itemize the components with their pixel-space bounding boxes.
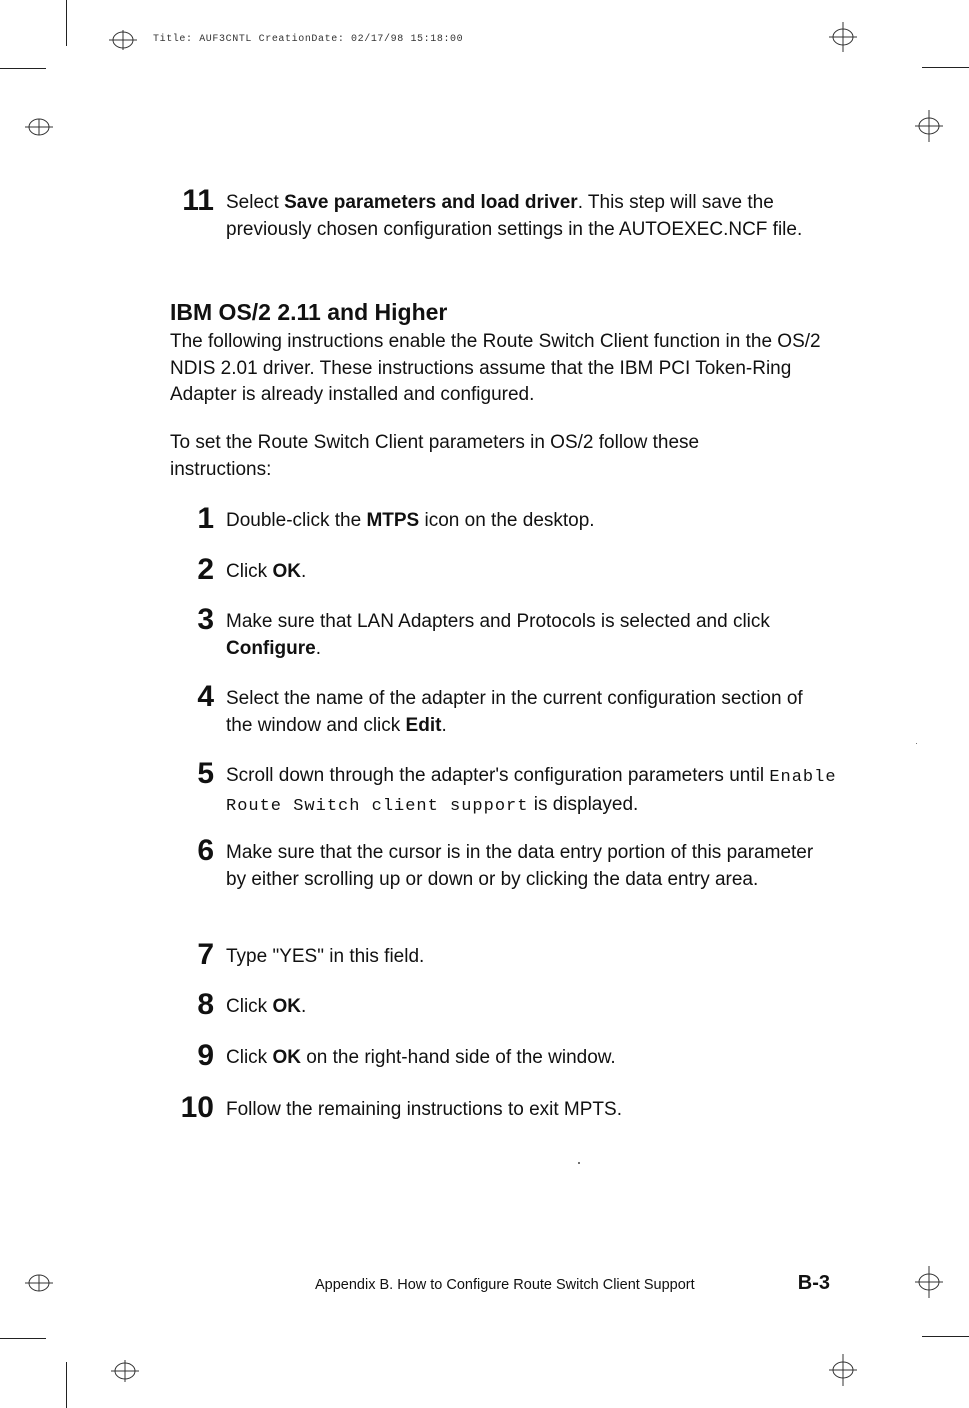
ui-button-label: Configure	[226, 637, 316, 659]
section-heading: IBM OS/2 2.11 and Higher	[170, 299, 448, 325]
registration-target-icon	[828, 1352, 858, 1388]
ui-button-label: OK	[272, 1047, 301, 1068]
ui-option-label: Save parameters and load driver	[284, 192, 578, 213]
step-number: 8	[197, 988, 214, 1021]
step-number: 2	[197, 553, 214, 586]
crop-mark-top-left	[0, 68, 46, 69]
step-text: Click OK on the right-hand side of the window.	[226, 1047, 616, 1068]
step-number: 4	[197, 680, 214, 713]
step-text: Make sure that the cursor is in the data entry portion of this parameter by either scrolling up or down or by clicking the data entry area.	[226, 842, 814, 890]
parameter-name: Enable Route Switch client support	[226, 768, 837, 816]
ui-icon-label: MTPS	[366, 510, 420, 531]
crop-mark-bottom-left	[0, 1338, 46, 1339]
step-number: 7	[197, 938, 214, 971]
registration-target-icon	[828, 20, 858, 54]
step-text: Make sure that LAN Adapters and Protocols is selected and click Configure.	[226, 611, 770, 659]
ui-button-label: OK	[272, 561, 301, 582]
registration-target-icon	[24, 1270, 54, 1296]
step-text: Select the name of the adapter in the current configuration section of the window and click Edit.	[226, 688, 803, 736]
registration-target-icon	[914, 108, 944, 144]
step-number: 3	[197, 603, 214, 636]
ui-button-label: Edit	[405, 714, 442, 736]
step-number: 6	[197, 834, 214, 867]
print-header-stamp: Title: AUF3CNTL CreationDate: 02/17/98 15:18:00	[153, 34, 464, 45]
instructions-paragraph: To set the Route Switch Client parameters in OS/2 follow these instructions:	[170, 432, 700, 480]
registration-target-icon	[108, 27, 138, 53]
step-text: Type "YES" in this field.	[226, 946, 425, 967]
crop-mark-top-right	[922, 67, 969, 68]
step-number: 1	[197, 502, 214, 535]
registration-target-icon	[914, 1264, 944, 1300]
step-text: Click OK.	[226, 561, 307, 582]
step-text: Double-click the MTPS icon on the desktop.	[226, 510, 595, 531]
step-text: Follow the remaining instructions to exit MPTS.	[226, 1099, 622, 1120]
crop-mark-left-bottom	[66, 1362, 67, 1408]
registration-target-icon	[110, 1356, 140, 1386]
page-number: B-3	[797, 1272, 830, 1294]
crop-mark-left-top	[66, 0, 67, 46]
registration-target-icon	[24, 114, 54, 140]
print-speck	[916, 743, 917, 744]
step-text: Click OK.	[226, 996, 307, 1017]
crop-mark-bottom-right	[922, 1336, 969, 1337]
step-number: 9	[197, 1039, 214, 1072]
step-text: Scroll down through the adapter's configuration parameters until Enable Route Switch client support is displayed.	[226, 765, 837, 816]
step-number: 5	[197, 757, 214, 790]
intro-paragraph: The following instructions enable the Route Switch Client function in the OS/2 NDIS 2.01 driver. These instructions assume that the IBM PCI Token-Ring Adapter is already installed and configured.	[170, 331, 821, 405]
step-number: 10	[180, 1091, 214, 1124]
footer-chapter-title: Appendix B. How to Configure Route Switch Client Support	[315, 1277, 695, 1293]
print-speck	[578, 1162, 580, 1164]
page-footer	[315, 1272, 830, 1298]
ui-button-label: OK	[272, 996, 301, 1017]
step-number: 11	[182, 184, 214, 217]
step-text: Select Save parameters and load driver. This step will save the previously chosen configuration settings in the AUTOEXEC.NCF file.	[226, 192, 803, 240]
